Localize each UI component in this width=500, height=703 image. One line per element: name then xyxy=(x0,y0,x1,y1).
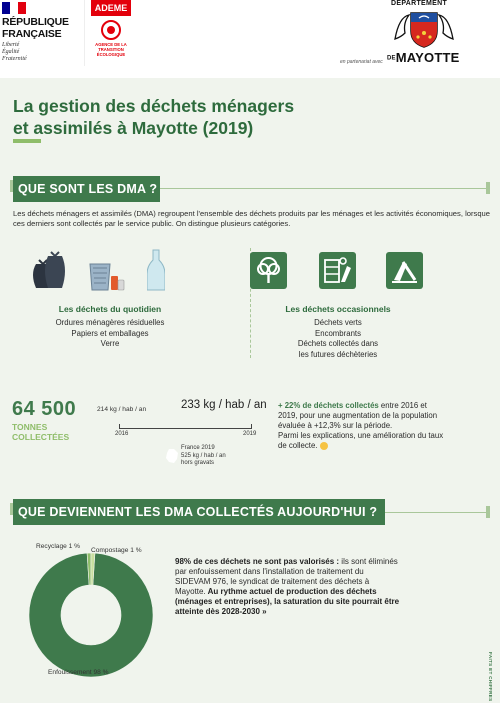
dept-top-text: DÉPARTEMENT xyxy=(391,0,448,7)
tonnes-label: TONNES COLLECTÉES xyxy=(12,422,70,442)
recycling-bin-icon xyxy=(86,260,126,292)
tree-icon xyxy=(250,252,287,289)
value-2019: 233 kg / hab / an xyxy=(181,399,267,411)
glass-bottle-icon xyxy=(147,248,165,292)
mayotte-crest-icon xyxy=(393,9,455,49)
partner-text: en partenariat avec xyxy=(340,59,383,65)
list-item: Encombrants xyxy=(315,328,361,338)
daily-waste-title: Les déchets du quotidien xyxy=(58,304,162,314)
departement-mayotte-logo xyxy=(383,0,469,66)
timeline-tick-2016 xyxy=(119,424,120,429)
collection-center-tile xyxy=(386,252,423,289)
green-waste-tile xyxy=(250,252,287,289)
page-header xyxy=(0,0,500,78)
ademe-name: ADEME xyxy=(91,0,131,16)
label-enfouissement: Enfouissement 98 % xyxy=(48,669,109,676)
rf-motto: Liberté Égalité Fraternité xyxy=(2,42,27,62)
ademe-mark-icon xyxy=(99,19,123,41)
year-2016-label: 2016 xyxy=(115,431,129,437)
list-item: Déchets verts xyxy=(314,318,362,327)
smiley-icon xyxy=(320,442,328,450)
daily-waste-list xyxy=(30,318,190,350)
side-note: FAITS ET CHIFFRES xyxy=(488,652,493,702)
ademe-subtitle: AGENCE DE LA TRANSITION ÉCOLOGIQUE xyxy=(95,42,127,57)
list-item: Déchets collectés dans xyxy=(297,339,379,348)
dept-name: DEMAYOTTE xyxy=(387,50,460,65)
list-item: les futures déchèteries xyxy=(298,349,378,359)
list-item: Verre xyxy=(100,339,120,348)
ademe-logo xyxy=(84,0,136,66)
title-accent-bar xyxy=(13,139,41,143)
french-flag-icon xyxy=(2,2,26,14)
timeline-tick-2019 xyxy=(251,424,252,429)
france-map-icon xyxy=(165,448,179,464)
list-item: Papiers et emballages xyxy=(71,328,149,338)
result-text: 98% de ces déchets ne sont pas valorisés : ils sont éliminés par enfouissement dans l'installation de traitement du SIDEVAM 976, le syndicat de traitement des déchets à Mayotte. Au rythme actuel de production des déchets (ménages et entreprises), la saturation du site pourrait être atteinte dès 2028-2030 » xyxy=(175,557,400,616)
label-recyclage: Recyclage 1 % xyxy=(36,543,80,550)
value-2016: 214 kg / hab / an xyxy=(97,406,147,413)
list-item: Ordures ménagères résiduelles xyxy=(55,318,165,327)
section2-cap-right xyxy=(486,506,490,518)
bulky-waste-tile xyxy=(319,252,356,289)
occasional-waste-title: Les déchets occasionnels xyxy=(285,304,391,314)
no-dumping-icon xyxy=(386,252,423,289)
tonnes-figure: 64 500 xyxy=(12,398,77,420)
section2-heading: QUE DEVIENNENT LES DMA COLLECTÉS AUJOURD'HUI ? xyxy=(13,499,385,525)
timeline-axis xyxy=(119,428,252,429)
page-title: La gestion des déchets ménagers et assimilés à Mayotte (2019) xyxy=(13,96,295,138)
section1-cap-right xyxy=(486,182,490,194)
trash-bags-icon xyxy=(30,250,66,290)
section1-rule xyxy=(160,188,487,189)
label-compostage: Compostage 1 % xyxy=(91,547,142,554)
republique-francaise-logo xyxy=(2,2,82,66)
section2-rule xyxy=(385,512,487,513)
occasional-waste-list xyxy=(268,318,408,360)
year-2019-label: 2019 xyxy=(243,431,257,437)
rf-line2: FRANÇAISE xyxy=(2,28,62,40)
rf-line1: RÉPUBLIQUE xyxy=(2,16,69,28)
france-comparison: France 2019 525 kg / hab / an hors gravats xyxy=(181,445,226,466)
section1-intro: Les déchets ménagers et assimilés (DMA) regroupent l'ensemble des déchets produits par les ménages et les activités économiques, lorsque ces derniers sont collectés par le service public. On distingue plusieurs catégories. xyxy=(13,209,490,228)
evolution-text: + 22% de déchets collectés entre 2016 et 2019, pour une augmentation de la population évaluée à +12,3% sur la période. Parmi les explications, une amélioration du taux de collecte. xyxy=(278,401,444,450)
section1-heading: QUE SONT LES DMA ? xyxy=(13,176,160,202)
furniture-icon xyxy=(319,252,356,289)
waste-fate-donut-chart xyxy=(16,540,166,690)
